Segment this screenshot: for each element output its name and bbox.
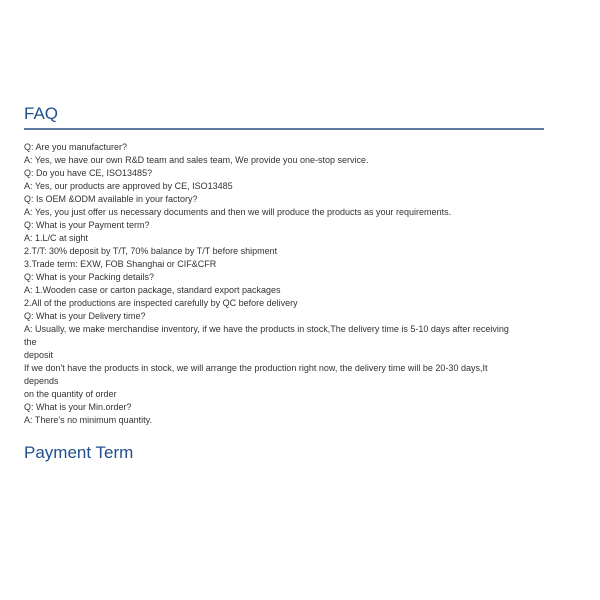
faq-answer-line: depends	[24, 376, 59, 386]
faq-answer: A: Yes, you just offer us necessary documents and then we will produce the products as your requirements.	[24, 207, 452, 217]
faq-body	[24, 141, 544, 427]
faq-question: Q: What is your Packing details?	[24, 272, 155, 282]
faq-section	[24, 104, 544, 427]
faq-answer: A: 1.L/C at sight	[24, 233, 89, 243]
faq-answer-line: 2.All of the productions are inspected carefully by QC before delivery	[24, 298, 298, 308]
faq-question: Q: Do you have CE, ISO13485?	[24, 168, 153, 178]
faq-question: Q: Are you manufacturer?	[24, 142, 128, 152]
faq-question: Q: What is your Delivery time?	[24, 311, 146, 321]
faq-question: Q: What is your Min.order?	[24, 402, 132, 412]
faq-answer: A: Yes, our products are approved by CE, ISO13485	[24, 181, 233, 191]
faq-title: FAQ	[24, 104, 59, 123]
faq-answer-line: deposit	[24, 350, 54, 360]
faq-answer: A: There's no minimum quantity.	[24, 415, 152, 425]
faq-answer-line: 3.Trade term: EXW, FOB Shanghai or CIF&CFR	[24, 259, 217, 269]
faq-answer-line: If we don't have the products in stock, we will arrange the production right now, the delivery time will be 20-30 days,It	[24, 363, 488, 373]
faq-question: Q: What is your Payment term?	[24, 220, 150, 230]
faq-answer: A: 1.Wooden case or carton package, standard export packages	[24, 285, 281, 295]
faq-answer-line: on the quantity of order	[24, 389, 117, 399]
faq-answer: A: Yes, we have our own R&D team and sales team, We provide you one-stop service.	[24, 155, 369, 165]
faq-answer-line: the	[24, 337, 37, 347]
next-section-heading: Payment Term	[24, 443, 134, 462]
faq-divider	[24, 128, 544, 130]
faq-question: Q: Is OEM &ODM available in your factory?	[24, 194, 198, 204]
faq-answer-line: 2.T/T: 30% deposit by T/T, 70% balance by T/T before shipment	[24, 246, 278, 256]
faq-answer: A: Usually, we make merchandise inventory, if we have the products in stock,The delivery time is 5-10 days after receiving	[24, 324, 509, 334]
next-section-heading-clip	[24, 443, 224, 462]
